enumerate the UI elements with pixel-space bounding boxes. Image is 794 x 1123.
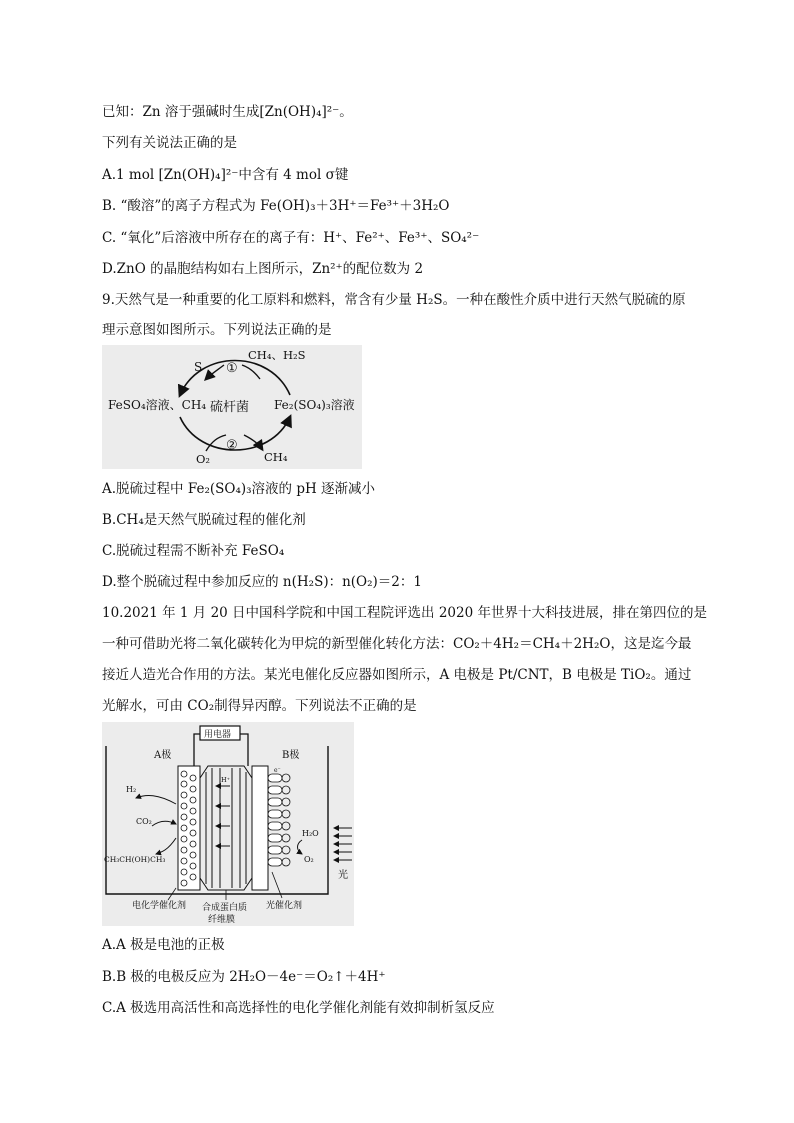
- q9-option-b: B.CH₄是天然气脱硫过程的催化剂: [102, 512, 306, 528]
- q10-label-o2: O₂: [304, 855, 314, 864]
- q9-stem-line2: 理示意图如图所示。下列说法正确的是: [102, 322, 332, 338]
- q10-label-b-pole: B极: [282, 750, 300, 761]
- q9-cycle-diagram: [102, 345, 362, 469]
- q9-label-bacteria: 硫杆菌: [210, 400, 250, 415]
- q9-option-d: D.整个脱硫过程中参加反应的 n(H₂S)：n(O₂)＝2：1: [102, 574, 422, 590]
- q10-a-electrode: [178, 766, 200, 890]
- q10-label-device: 用电器: [204, 730, 232, 740]
- q10-option-a: A.A 极是电池的正极: [102, 937, 225, 953]
- q10-reactor-diagram: [102, 722, 354, 926]
- q10-label-electro-catalyst: 电化学催化剂: [132, 901, 187, 911]
- q9-label-ch4-h2s: CH₄、H₂S: [248, 348, 306, 362]
- q8-option-d: D.ZnO 的晶胞结构如右上图所示，Zn²⁺的配位数为 2: [102, 261, 424, 277]
- q9-stem-line1: 9.天然气是一种重要的化工原料和燃料，常含有少量 H₂S。一种在酸性介质中进行天然气脱硫的原: [102, 292, 686, 308]
- q10-stem-line1: 10.2021 年 1 月 20 日中国科学院和中国工程院评选出 2020 年世界十大科技进展，排在第四位的是: [102, 605, 707, 621]
- q9-label-fe2so43: Fe₂(SO₄)₃溶液: [274, 398, 355, 412]
- q9-label-s: S: [194, 360, 203, 374]
- q10-stem-line2: 一种可借助光将二氧化碳转化为甲烷的新型催化转化方法：CO₂＋4H₂＝CH₄＋2H₂O，这是迄今最: [102, 636, 692, 652]
- q10-label-light: 光: [338, 870, 348, 881]
- q9-option-c: C.脱硫过程需不断补充 FeSO₄: [102, 543, 285, 559]
- q10-stem-line4: 光解水，可由 CO₂制得异丙醇。下列说法不正确的是: [102, 698, 417, 714]
- q10-label-a-pole: A极: [154, 750, 172, 761]
- q8-known: 已知：Zn 溶于强碱时生成[Zn(OH)₄]²⁻。: [102, 104, 353, 120]
- q9-option-a: A.脱硫过程中 Fe₂(SO₄)₃溶液的 pH 逐渐减小: [102, 481, 376, 497]
- q10-label-e-minus: e⁻: [274, 767, 281, 774]
- q10-label-membrane-2: 纤维膜: [208, 915, 236, 925]
- q8-option-c: C. “氧化”后溶液中所存在的离子有：H⁺、Fe²⁺、Fe³⁺、SO₄²⁻: [102, 230, 480, 246]
- q8-option-b: B. “酸溶”的离子方程式为 Fe(OH)₃＋3H⁺＝Fe³⁺＋3H₂O: [102, 198, 450, 214]
- q8-prompt: 下列有关说法正确的是: [102, 135, 237, 151]
- q10-label-h-plus: H⁺: [221, 776, 231, 784]
- q9-label-o2: O₂: [196, 452, 211, 466]
- q10-label-h2: H₂: [126, 785, 137, 794]
- q10-stem-line3: 接近人造光合作用的方法。某光电催化反应器如图所示，A 电极是 Pt/CNT，B 电极是 TiO₂。通过: [102, 667, 692, 683]
- q9-label-step2: ②: [226, 438, 238, 453]
- q10-label-h2o: H₂O: [302, 829, 319, 838]
- q9-label-ch4-out: CH₄: [264, 450, 288, 464]
- q10-option-c: C.A 极选用高活性和高选择性的电化学催化剂能有效抑制析氢反应: [102, 1000, 495, 1016]
- q9-label-step1: ①: [226, 361, 238, 376]
- q8-option-a: A.1 mol [Zn(OH)₄]²⁻中含有 4 mol σ键: [102, 167, 349, 183]
- q9-label-feso4: FeSO₄溶液、CH₄: [108, 398, 207, 412]
- q10-label-membrane-1: 合成蛋白质: [202, 903, 248, 913]
- q10-label-product: CH₃CH(OH)CH₃: [104, 855, 166, 864]
- q10-label-photo-catalyst: 光催化剂: [266, 901, 303, 911]
- q10-option-b: B.B 极的电极反应为 2H₂O－4e⁻＝O₂↑＋4H⁺: [102, 969, 386, 985]
- q10-label-co2: CO₂: [136, 817, 152, 826]
